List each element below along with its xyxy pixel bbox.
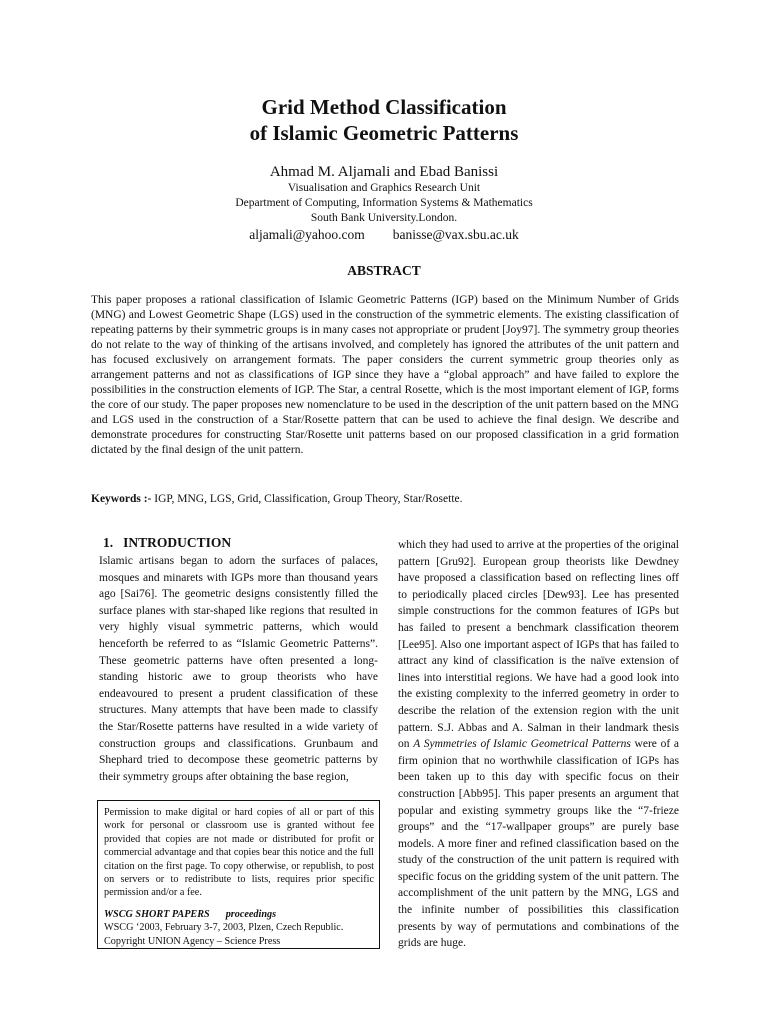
abstract-heading: ABSTRACT <box>347 263 421 278</box>
email-1: aljamali@yahoo.com <box>249 227 365 242</box>
proceedings-sub: proceedings <box>225 908 277 920</box>
conference-info: WSCG ‘2003, February 3-7, 2003, Plzen, Czech Republic. <box>104 922 344 934</box>
proceedings-title <box>104 908 374 921</box>
affiliation-line: Department of Computing, Information Systems & Mathematics <box>235 197 533 209</box>
author-names: Ahmad M. Aljamali and Ebad Banissi <box>269 164 499 180</box>
section-number: 1. <box>103 535 114 550</box>
keywords-label: Keywords :- <box>91 493 152 505</box>
right-column-text-1: which they had used to arrive at the properties of the original pattern [Gru92]. European group theorists like Dewdney have proposed a classification based on reflecting lines off to periodically placed circles [Dew93]. Lee has presented simple constructions for the common features of IGPs but has failed to present a benchmark classification theorem [Lee95]. Also one important aspect of IGPs that has failed to attract any kind of classification is the naïve extension of lines into interstitial regions. We have had a good look into the existing complexity to the inferred geometry in order to describe the relation of the extension region with the unit pattern. S.J. Abbas and A. Salman in their landmark thesis on <box>398 539 679 751</box>
introduction-left-column: Islamic artisans began to adorn the surfaces of palaces, mosques and minarets with IGPs more than thousand years ago [Sai76]. The geometric designs consistently filled the surface planes with star-shaped like regions that resulted in very highly visual symmetric patterns, which would henceforth be referred to as “Islamic Geometric Patterns”. These geometric patterns have often presented a long-standing historic awe to group theorists who have endeavoured to present a prudent classification of these structures. Many attempts that have been made to classify the Star/Rosette patterns have resulted in a wide variety of construction groups and classifications. Grunbaum and Shephard tried to decompose these geometric patterns by their symmetry groups after obtaining the base region, <box>99 555 378 783</box>
proceedings-name: WSCG SHORT PAPERS <box>104 908 210 920</box>
section-heading-introduction <box>103 535 231 551</box>
affiliation-line: South Bank University.London. <box>310 212 458 224</box>
introduction-right-column <box>398 537 679 952</box>
right-column-text-2: were of a firm opinion that no worthwhile classification of IGPs has been taken up to this day with specific focus on their construction [Abb95]. This paper presents an argument that popular and existing symmetry groups like the “7-frieze groups” and the “17-wallpaper groups” are purely base models. A more finer and refined classification based on the study of the construction of the unit pattern is required with specific focus on the gridding system of the unit pattern. The accomplishment of the unit pattern by the MNG, LGS and the infinite number of possibilities this classification presents by way of permutations and combinations of the grids are huge. <box>398 738 679 950</box>
section-title: INTRODUCTION <box>123 535 232 550</box>
thesis-title: A Symmetries of Islamic Geometrical Patterns <box>413 738 631 751</box>
affiliation-line: Visualisation and Graphics Research Unit <box>287 182 481 194</box>
affiliation <box>0 181 768 226</box>
permission-notice: Permission to make digital or hard copies of all or part of this work for personal or classroom use is granted without fee provided that copies are not made or distributed for profit or commercial advantage and that copies bear this notice and the full citation on the first page. To copy otherwise, or republish, to post on servers or to redistribute to lists, requires prior specific permission and/or a fee. <box>104 807 374 899</box>
permission-box <box>97 800 380 949</box>
title-line-2: of Islamic Geometric Patterns <box>249 121 519 145</box>
title-line-1: Grid Method Classification <box>261 95 507 119</box>
abstract-body: This paper proposes a rational classification of Islamic Geometric Patterns (IGP) based on the Minimum Number of Grids (MNG) and Lowest Geometric Shape (LGS) used in the construction of the symmetric elements. The existing classification of repeating patterns by their symmetric groups is in many cases not appropriate or prudent [Joy97]. The symmetry group theories do not relate to the way of thinking of the artisans involved, and completely has ignored the attributes of the unit pattern and has focused exclusively on arrangement formats. The paper considers the current symmetric group theories only as arrangement patterns and not as classifications of IGP since they have a “global approach” and have failed to explore the possibilities in the construction elements of IGP. The Star, a central Rosette, which is the most important element of IGP, forms the core of our study. The paper proposes new nomenclature to be used in the description of the unit pattern based on the MNG and LGS used in the construction of a Star/Rosette pattern that can be used to achieve the final design. We describe and demonstrate procedures for constructing Star/Rosette unit patterns based on our proposed classification in a grid formation dictated by the final design of the unit pattern. <box>91 294 679 456</box>
author-emails <box>0 227 768 243</box>
keywords <box>91 492 679 507</box>
email-2: banisse@vax.sbu.ac.uk <box>392 227 519 242</box>
copyright-line: Copyright UNION Agency – Science Press <box>104 935 281 947</box>
keywords-list: IGP, MNG, LGS, Grid, Classification, Group Theory, Star/Rosette. <box>151 493 463 505</box>
paper-title <box>0 94 768 146</box>
